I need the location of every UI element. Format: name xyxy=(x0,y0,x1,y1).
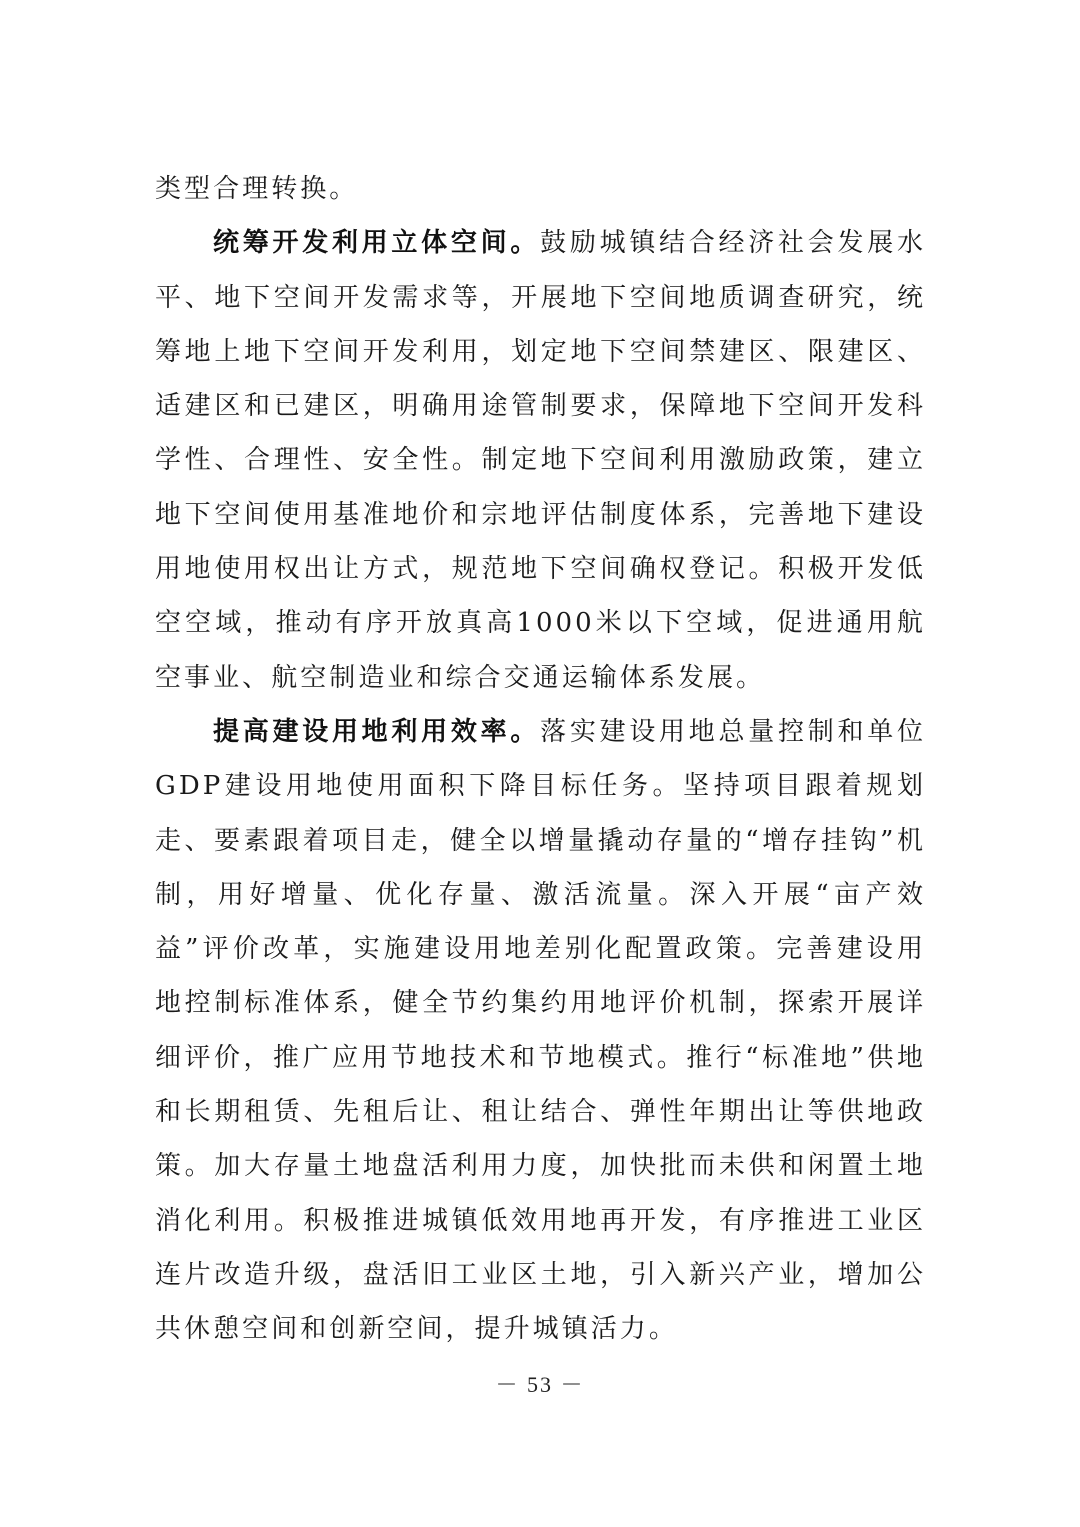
paragraph-land-efficiency xyxy=(155,705,926,1357)
page-number: － 53 － xyxy=(495,1372,585,1397)
paragraph-body: 鼓励城镇结合经济社会发展水平、地下空间开发需求等，开展地下空间地质调查研究，统筹地上地下空间开发利用，划定地下空间禁建区、限建区、适建区和已建区，明确用途管制要求，保障地下空间开发科学性、合理性、安全性。制定地下空间利用激励政策，建立地下空间使用基准地价和宗地评估制度体系，完善地下建设用地使用权出让方式，规范地下空间确权登记。积极开发低空空域，推动有序开放真高1000米以下空域，促进通用航空事业、航空制造业和综合交通运输体系发展。 xyxy=(155,228,926,693)
paragraph-body: 类型合理转换。 xyxy=(155,174,359,204)
paragraph-body: 落实建设用地总量控制和单位GDP建设用地使用面积下降目标任务。坚持项目跟着规划走、要素跟着项目走，健全以增量撬动存量的“增存挂钩”机制，用好增量、优化存量、激活流量。深入开展“亩产效益”评价改革，实施建设用地差别化配置政策。完善建设用地控制标准体系，健全节约集约用地评价机制，探索开展详细评价，推广应用节地技术和节地模式。推行“标准地”供地和长期租赁、先租后让、租让结合、弹性年期出让等供地政策。加大存量土地盘活利用力度，加快批而未供和闲置土地消化利用。积极推进城镇低效用地再开发，有序推进工业区连片改造升级，盘活旧工业区土地，引入新兴产业，增加公共休憩空间和创新空间，提升城镇活力。 xyxy=(155,716,926,1345)
paragraph-lead: 统筹开发利用立体空间。 xyxy=(213,228,541,259)
paragraph-underground-space xyxy=(155,216,926,705)
paragraph-lead: 提高建设用地利用效率。 xyxy=(213,716,541,747)
body-text xyxy=(155,162,926,1357)
paragraph-continuation xyxy=(155,162,926,216)
